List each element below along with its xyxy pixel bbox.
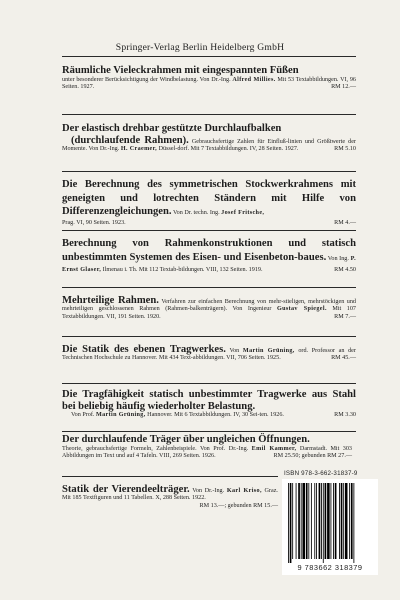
book-description: Die Statik des ebenen Tragwerkes. Von Martin Grüning, ord. Professor an der Technischen Hochschule zu Hannover. Mit 434 Text-abbildungen. VII, 706 Seiten. 1925. RM 45.—: [62, 344, 356, 362]
divider: [62, 56, 356, 57]
barcode-bar: [319, 483, 321, 559]
barcode-bar: [325, 483, 327, 559]
price: RM 4.50: [334, 267, 356, 273]
barcode-bar: [333, 483, 334, 559]
book-subtitle: (durchlaufende Rahmen).: [71, 134, 189, 146]
barcode-bar: [311, 483, 312, 559]
book-title: Räumliche Vieleckrahmen mit eingespannten Füßen: [62, 65, 299, 76]
barcode-bar: [351, 483, 353, 559]
price: RM 12.—: [331, 83, 356, 90]
divider: [62, 230, 356, 231]
book-description: Berechnung von Rahmenkonstruktionen und statisch unbestimmten Systemen des Eisen- und Eisenbeton-baues. Von Ing. P. Ernst Glaser, Ilmenau i. Th. Mit 112 Textab-bildungen. VIII, 132 Seiten. 1919. RM 4.50: [62, 238, 356, 277]
author-name: Karl Kriso,: [226, 488, 262, 494]
barcode-bar: [298, 483, 300, 559]
book-description: Statik der Vierendeelträger. Von Dr.-Ing. Karl Kriso, Graz. Mit 185 Textfiguren und 11 Tabellen. X, 288 Seiten. 1922. RM 13.—; gebunden RM 15.—: [62, 484, 278, 509]
book-description: Mehrteilige Rahmen. Verfahren zur einfachen Berechnung von mehr-stieligen, mehrstöckigen und mehrteiligen geschlossenen Rahmen (Rahmen-balkenträgern). Von Ingenieur Gustav Spiegel. Mit 107 Textabbildungen. VII, 191 Seiten. 1920. RM 7.—: [62, 295, 356, 320]
book-title: Der durchlaufende Träger über ungleichen Öffnungen.: [62, 434, 310, 445]
book-title: Der elastisch drehbar gestützte Durchlaufbalken: [62, 123, 282, 134]
barcode-bar: [306, 483, 308, 559]
divider: [62, 383, 356, 384]
book-description: (durchlaufende Rahmen). Gebrauchsfertige Zahlen für Einfluß-linien und Größtwerte der Momente. Von Dr.-Ing. H. Craemer, Düssel-dorf. Mit 7 Textabbildungen. IV, 28 Seiten. 1927. RM 5.10: [62, 134, 356, 152]
barcode-bar: [327, 483, 330, 559]
catalog-entry: [62, 434, 352, 460]
divider: [62, 114, 356, 115]
barcode-bar: [339, 483, 340, 559]
price: RM 5.10: [334, 146, 356, 152]
catalog-entry: [62, 238, 356, 277]
barcode-bar: [331, 483, 332, 559]
book-description: Die Berechnung des symmetrischen Stockwerkrahmens mit geneigten und lotrechten Ständern mit Hilfe von Differenzengleichungen. Von Dr. techn. Ing. Josef Fritsche,: [62, 179, 356, 217]
author-name: Gustav Spiegel.: [276, 306, 327, 313]
price: RM 3.30: [334, 412, 356, 418]
book-title: Statik der Vierendeelträger.: [62, 484, 190, 495]
barcode-bar: [343, 483, 344, 559]
barcode-bar: [292, 483, 293, 559]
publisher-name: Springer-Verlag Berlin Heidelberg GmbH: [115, 42, 285, 53]
catalog-entry: [62, 65, 356, 91]
divider: [62, 476, 278, 477]
book-description: Theorie, gebrauchsfertige Formeln, Zahlenbeispiele. Von Prof. Dr.-Ing. Emil Kammer, Darmstadt. Mit 303 Abbildungen im Text und auf 4 Tafeln. VIII, 269 Seiten. 1926. RM 25.50; gebunden RM 27.—: [62, 445, 352, 459]
barcode-bar: [302, 483, 305, 559]
author-name: Alfred Millies.: [232, 76, 276, 83]
price: RM 25.50; gebunden RM 27.—: [273, 452, 352, 459]
isbn-label: ISBN 978-3-662-31837-9: [284, 470, 358, 477]
catalog-entry: [62, 344, 356, 363]
barcode-icon: [282, 479, 378, 563]
barcode-bar: [323, 483, 324, 563]
divider: [62, 171, 356, 172]
book-title: Die Berechnung des symmetrischen Stockwerkrahmens mit geneigten und lotrechten Ständern mit Hilfe von Differenzengleichungen.: [62, 179, 356, 217]
catalog-entry: [62, 484, 278, 510]
divider: [62, 431, 356, 432]
price: RM 4.—: [334, 219, 356, 226]
author-name: Martin Grüning,: [242, 348, 295, 354]
catalog-entry: [62, 389, 356, 419]
book-description: unter besonderer Berücksichtigung der Windbelastung. Von Dr.-Ing. Alfred Millies. Mit 53 Textabbildungen. VI, 96 Seiten. 1927. RM 12.—: [62, 76, 356, 90]
barcode-bar: [353, 483, 354, 563]
book-description: Von Prof. Martin Grüning, Hannover. Mit 6 Textabbildungen. IV, 30 Sei-ten. 1926. RM 3.30: [71, 412, 356, 418]
barcode-bar: [349, 483, 350, 559]
author-name: P. Ernst Glaser,: [62, 255, 356, 273]
barcode-bar: [335, 483, 337, 559]
price: RM 45.—: [331, 355, 356, 362]
catalog-entry: [62, 179, 356, 227]
catalog-entry: [62, 295, 356, 321]
book-title: Die Tragfähigkeit statisch unbestimmter Tragwerke aus Stahl bei beliebig häufig wiederholter Belastung.: [62, 389, 356, 412]
author-name: Josef Fritsche,: [221, 210, 265, 216]
barcode-bar: [345, 483, 348, 559]
book-title: Berechnung von Rahmenkonstruktionen und statisch unbestimmten Systemen des Eisen- und Eisenbeton-baues.: [62, 238, 356, 263]
barcode-digits: 9 783662 318379: [297, 563, 363, 572]
author-name: Emil Kammer,: [251, 445, 297, 452]
author-name: H. Craemer,: [120, 146, 158, 152]
book-title: Mehrteilige Rahmen.: [62, 295, 159, 306]
barcode-bar: [341, 483, 343, 559]
catalog-entry: [62, 123, 356, 153]
barcode-bar: [290, 483, 292, 563]
barcode-bar: [296, 483, 297, 559]
book-title: Die Statik des ebenen Tragwerkes.: [62, 344, 226, 355]
isbn-barcode: [282, 479, 378, 575]
author-name: Martin Grüning,: [95, 412, 146, 418]
book-description: Prag. VI, 90 Seiten. 1923. RM 4.—: [62, 219, 356, 226]
price: RM 13.—; gebunden RM 15.—: [199, 502, 278, 509]
divider: [62, 287, 356, 288]
barcode-bar: [316, 483, 317, 559]
barcode-bar: [301, 483, 302, 559]
barcode-bar: [308, 483, 309, 559]
barcode-bar: [321, 483, 322, 559]
divider: [62, 336, 356, 337]
barcode-bar: [288, 483, 289, 563]
price: RM 7.—: [334, 313, 356, 320]
barcode-bar: [314, 483, 315, 559]
